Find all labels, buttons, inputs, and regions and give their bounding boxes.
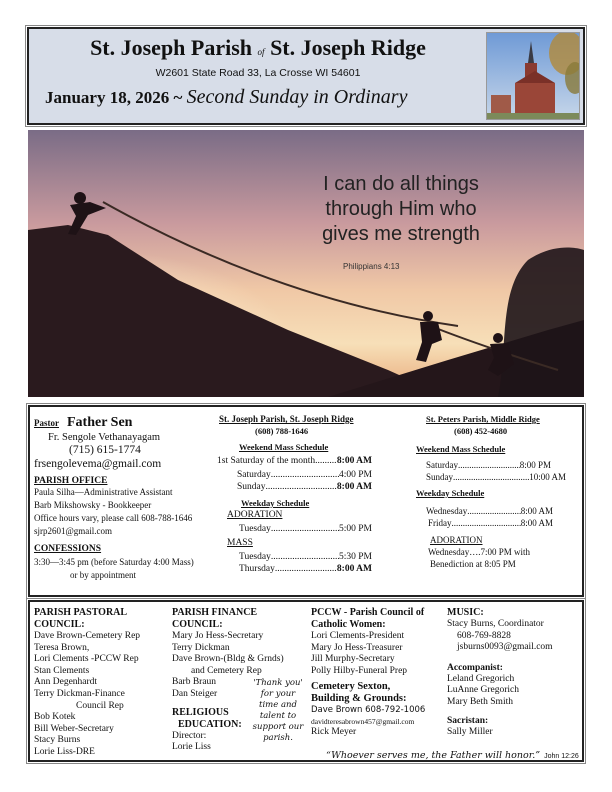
- weekday-heading: Weekday Schedule: [241, 498, 310, 508]
- member: Lori Clements-President: [311, 631, 405, 641]
- member: Dave Brown-Cemetery Rep: [34, 631, 141, 641]
- member: Sally Miller: [447, 726, 493, 737]
- time: 8:00 AM: [520, 506, 553, 516]
- sexton-email[interactable]: davidteresabrown457@gmail.com: [311, 716, 415, 726]
- member: Mary Beth Smith: [447, 696, 513, 707]
- member: Lori Clements -PCCW Rep: [34, 654, 139, 665]
- member: and Cemetery Rep: [191, 665, 262, 676]
- sunset-climbers-image: [28, 130, 584, 397]
- thanks-line: support our: [252, 722, 304, 732]
- time: 10:00 AM: [529, 472, 566, 482]
- section-heading: Cemetery Sexton,: [311, 681, 391, 693]
- sexton-contact: Rick Meyer: [311, 726, 357, 737]
- time: 5:00 PM: [339, 524, 372, 534]
- religious-ed-line: Lorie Liss: [172, 742, 211, 753]
- pastor-email[interactable]: frsengolevema@gmail.com: [34, 458, 162, 470]
- church-photo: [486, 32, 580, 120]
- day: Friday: [428, 518, 452, 528]
- st-peters-heading: St. Peters Parish, Middle Ridge: [426, 414, 540, 424]
- member: Stacy Burns: [34, 735, 81, 746]
- banner-quote: [28, 172, 584, 247]
- schedule-row: [217, 481, 372, 493]
- thanks-line: talent to: [259, 711, 297, 721]
- inspirational-banner: [28, 130, 584, 397]
- day: Sunday: [426, 472, 453, 482]
- schedule-row: [416, 505, 553, 517]
- adoration-label: ADORATION: [227, 510, 283, 520]
- section-heading: COUNCIL:: [172, 619, 223, 630]
- office-line: Barb Mikshowsky - Bookkeeper: [34, 500, 152, 510]
- time: 8:00 AM: [520, 518, 553, 528]
- thanks-line: parish.: [263, 733, 293, 743]
- quote-line: I can do all things: [323, 173, 479, 195]
- day: Wednesday: [426, 506, 468, 516]
- thanks-line: for your: [260, 689, 296, 699]
- address: W2601 State Road 33, La Crosse WI 54601: [155, 67, 361, 79]
- time: 8:00 AM: [336, 564, 372, 574]
- bulletin-header: [27, 27, 585, 125]
- pccw-section: [311, 607, 425, 739]
- st-joseph-schedule: [217, 413, 372, 575]
- member: LuAnne Gregorich: [447, 685, 520, 696]
- pastoral-council: [34, 607, 140, 759]
- schedule-row: [217, 563, 372, 575]
- member: Polly Hilby-Funeral Prep: [311, 665, 408, 676]
- time: 4:00 PM: [339, 470, 372, 480]
- day: Thursday: [239, 564, 275, 574]
- footer-quote: [326, 745, 579, 763]
- pastor-label: Pastor: [34, 418, 59, 428]
- thanks-line: time and: [259, 700, 297, 710]
- weekend-heading: Weekend Mass Schedule: [239, 442, 329, 452]
- confessions-line: 3:30—3:45 pm (before Saturday 4:00 Mass): [34, 557, 194, 567]
- music-phone: 608-769-8828: [457, 630, 511, 641]
- quote-line: gives me strength: [322, 223, 480, 245]
- member: Jill Murphy-Secretary: [311, 654, 395, 665]
- music-section: [447, 607, 553, 738]
- pastor-phone: (715) 615-1774: [69, 444, 141, 456]
- parish-title: [29, 35, 487, 61]
- member: Stan Clements: [34, 665, 90, 676]
- office-line: Office hours vary, please call 608-788-1646: [34, 513, 193, 523]
- section-heading: Accompanist:: [447, 662, 503, 673]
- section-heading: EDUCATION:: [178, 718, 242, 730]
- time: 8:00 AM: [336, 482, 372, 492]
- member: Dan Steiger: [172, 688, 218, 699]
- parish-name: St. Joseph Parish: [90, 35, 253, 60]
- member: Barb Braun: [172, 677, 217, 688]
- member: Teresa Brown,: [34, 642, 90, 653]
- date: January 18, 2026: [45, 88, 170, 107]
- ministries-box: [28, 600, 584, 762]
- day: Saturday: [426, 460, 458, 470]
- time: 8:00 PM: [519, 460, 551, 470]
- schedule-row: [416, 459, 551, 471]
- schedule-row: [416, 517, 553, 529]
- member: Ann Degenhardt: [34, 677, 98, 688]
- separator: ~: [173, 88, 183, 107]
- of-text: of: [257, 47, 265, 57]
- religious-ed-line: Director:: [172, 730, 207, 741]
- music-line: Stacy Burns, Coordinator: [447, 619, 544, 629]
- weekday-heading: Weekday Schedule: [416, 488, 485, 498]
- pastor-section: [34, 413, 214, 582]
- member: Mary Jo Hess-Treasurer: [311, 642, 403, 653]
- sexton-contact: Dave Brown 608-792-1006: [311, 705, 426, 716]
- section-heading: PARISH PASTORAL: [34, 607, 128, 618]
- weekend-heading: Weekend Mass Schedule: [416, 444, 506, 454]
- day: Tuesday: [239, 552, 271, 562]
- member: Terry Dickman-Finance: [34, 688, 125, 699]
- music-email[interactable]: jsburns0093@gmail.com: [457, 642, 553, 653]
- time: 5:30 PM: [339, 552, 372, 562]
- section-heading: MUSIC:: [447, 607, 484, 618]
- confessions-heading: CONFESSIONS: [34, 544, 102, 554]
- pastor-full-name: Fr. Sengole Vethanayagam: [48, 432, 161, 443]
- section-heading: COUNCIL:: [34, 619, 85, 630]
- banner-verse: Philippians 4:13: [343, 262, 400, 271]
- quote-line: through Him who: [325, 198, 477, 220]
- adoration-line: Wednesday….7:00 PM with: [428, 547, 531, 557]
- st-peters-phone: (608) 452-4680: [454, 426, 508, 436]
- quote-reference: John 12:26: [544, 753, 579, 760]
- mass-label: MASS: [227, 538, 253, 548]
- st-peters-schedule: [416, 413, 576, 570]
- section-heading: PARISH FINANCE: [172, 607, 258, 618]
- date-line: [45, 86, 407, 109]
- member: Dave Brown-(Bldg & Grnds): [172, 654, 284, 665]
- day: 1st Saturday of the month: [217, 456, 316, 466]
- schedule-row: [217, 455, 372, 467]
- location-name: St. Joseph Ridge: [270, 35, 426, 60]
- member: Bob Kotek: [34, 712, 76, 723]
- member: Council Rep: [76, 700, 124, 711]
- liturgical-occasion: Second Sunday in Ordinary: [186, 86, 408, 108]
- schedule-row: [217, 469, 372, 481]
- section-heading: Catholic Women:: [311, 619, 386, 630]
- quote-text: “Whoever serves me, the Father will honor.”: [326, 750, 541, 761]
- day: Tuesday: [239, 524, 271, 534]
- section-heading: RELIGIOUS: [172, 706, 229, 718]
- section-heading: Sacristan:: [447, 715, 489, 726]
- pastor-name: Father Sen: [67, 415, 133, 430]
- member: Bill Weber-Secretary: [34, 723, 114, 734]
- member: Leland Gregorich: [447, 673, 515, 684]
- day: Sunday: [237, 482, 266, 492]
- office-email[interactable]: sjrp2601@gmail.com: [34, 526, 113, 536]
- st-joseph-heading: St. Joseph Parish, St. Joseph Ridge: [219, 414, 354, 424]
- st-joseph-phone: (608) 788-1646: [255, 426, 309, 436]
- schedule-row: [416, 471, 566, 483]
- member: Lorie Liss-DRE: [34, 746, 95, 757]
- office-line: Paula Silha—Administrative Assistant: [34, 487, 173, 497]
- confessions-line: or by appointment: [70, 570, 136, 580]
- contact-and-schedule-box: [28, 405, 584, 597]
- thanks-line: 'Thank you': [253, 678, 303, 688]
- section-heading: PCCW - Parish Council of: [311, 607, 425, 618]
- thank-you-note: [248, 678, 308, 744]
- adoration-label: ADORATION: [430, 535, 483, 545]
- member: Terry Dickman: [172, 642, 230, 653]
- office-heading: PARISH OFFICE: [34, 476, 108, 486]
- time: 8:00 AM: [336, 456, 372, 466]
- day: Saturday: [237, 470, 271, 480]
- adoration-line: Benediction at 8:05 PM: [430, 559, 516, 569]
- member: Mary Jo Hess-Secretary: [172, 631, 264, 641]
- schedule-row: [217, 551, 372, 563]
- schedule-row: [217, 523, 372, 535]
- section-heading: Building & Grounds:: [311, 693, 407, 705]
